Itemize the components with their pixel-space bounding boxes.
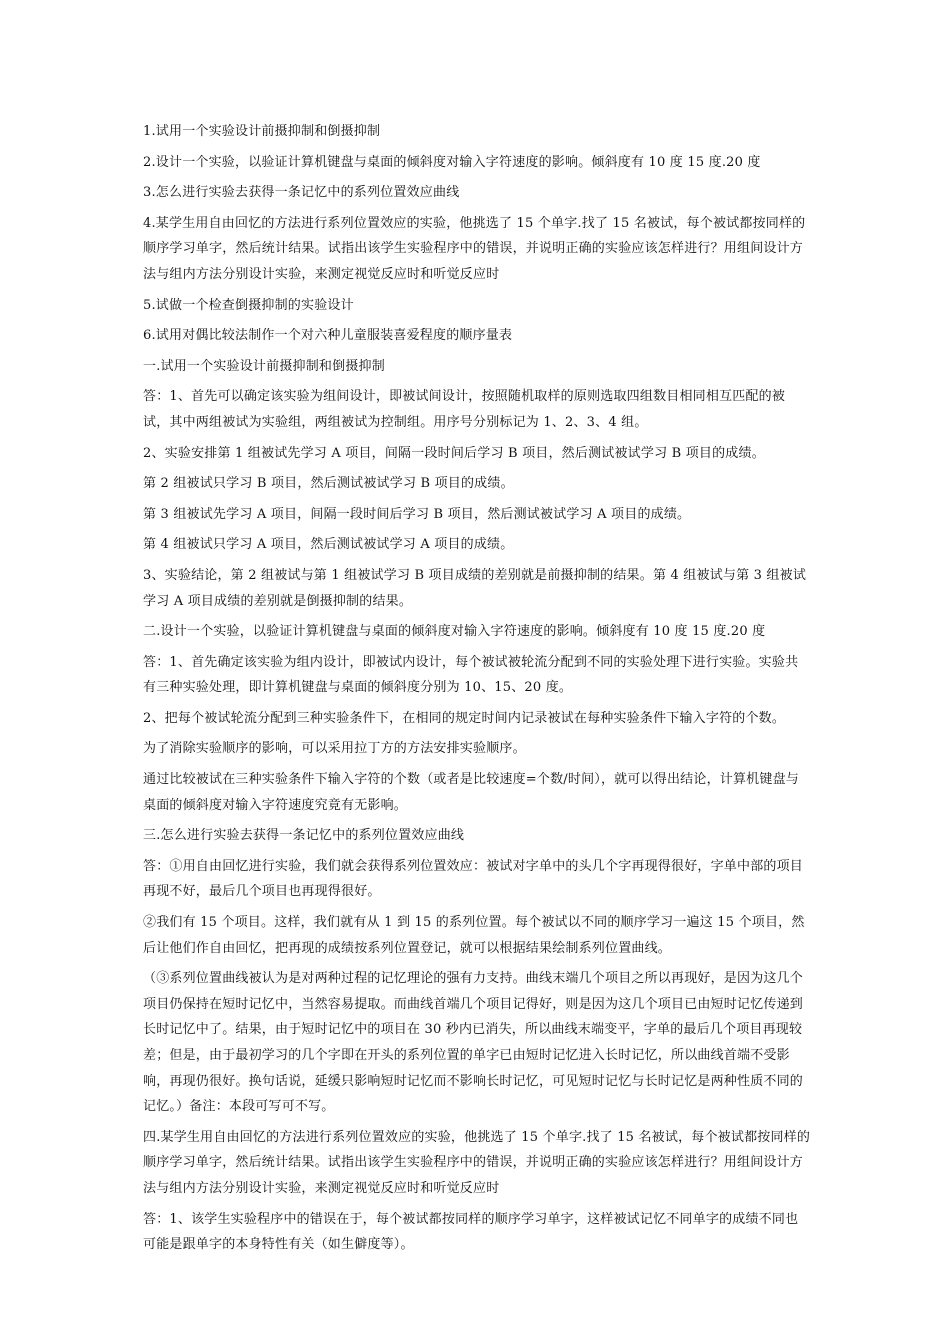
answer-paragraph: 第 4 组被试只学习 A 项目，然后测试被试学习 A 项目的成绩。 [143,537,514,553]
answer-paragraph: 第 3 组被试先学习 A 项目，间隔一段时间后学习 B 项目，然后测试被试学习 A 项目的成绩。 [143,506,691,522]
answer-heading-4: 四.某学生用自由回忆的方法进行系列位置效应的实验，他挑选了 15 个单字.找了 15 名被试，每个被试都按同样的顺序学习单字，然后统计结果。试指出该学生实验程序中的错误，并说明正确的实验应该怎样进行？用组间设计方法与组内方法分别设计实验，来测定视觉反应时和听觉反应时 [143,1129,811,1196]
answer-heading-3: 三.怎么进行实验去获得一条记忆中的系列位置效应曲线 [143,828,465,844]
answer-paragraph: 答：1、首先可以确定该实验为组间设计，即被试间设计，按照随机取样的原则选取四组数目相同相互匹配的被试，其中两组被试为实验组，两组被试为控制组。用序号分别标记为 1、2、3、4 组。 [143,389,786,430]
answer-paragraph: 2、实验安排第 1 组被试先学习 A 项目，间隔一段时间后学习 B 项目，然后测试被试学习 B 项目的成绩。 [143,445,765,461]
question-5: 5.试做一个检查倒摄抑制的实验设计 [143,297,354,313]
question-3: 3.怎么进行实验去获得一条记忆中的系列位置效应曲线 [143,185,460,201]
answer-heading-2: 二.设计一个实验，以验证计算机键盘与桌面的倾斜度对输入字符速度的影响。倾斜度有 10 度 15 度.20 度 [143,624,766,640]
answer-paragraph: 2、把每个被试轮流分配到三种实验条件下，在相同的规定时间内记录被试在每种实验条件下输入字符的个数。 [143,710,786,726]
question-6: 6.试用对偶比较法制作一个对六种儿童服装喜爱程度的顺序量表 [143,328,513,344]
question-2: 2.设计一个实验，以验证计算机键盘与桌面的倾斜度对输入字符速度的影响。倾斜度有 10 度 15 度.20 度 [143,154,761,170]
answer-paragraph: 通过比较被试在三种实验条件下输入字符的个数（或者是比较速度=个数/时间），就可以得出结论，计算机键盘与桌面的倾斜度对输入字符速度究竟有无影响。 [143,772,799,813]
answer-paragraph: 第 2 组被试只学习 B 项目，然后测试被试学习 B 项目的成绩。 [143,476,514,492]
question-1: 1.试用一个实验设计前摄抑制和倒摄抑制 [143,124,381,139]
answer-paragraph: 答：1、该学生实验程序中的错误在于，每个被试都按同样的顺序学习单字，这样被试记忆不同单字的成绩不同也可能是跟单字的本身特性有关（如生僻度等）。 [143,1211,799,1253]
answer-paragraph: （③系列位置曲线被认为是对两种过程的记忆理论的强有力支持。曲线末端几个项目之所以再现好，是因为这几个项目仍保持在短时记忆中，当然容易提取。而曲线首端几个项目记得好，则是因为这几个项目已由短时记忆传递到长时记忆中了。结果，由于短时记忆中的项目在 30 秒内已消失，所以曲线末端变平，字单的最后几个项目再现较差；但是，由于最初学习的几个字即在开头的系列位置的单字已由短时记忆进入长时记忆，所以曲线首端不受影响，再现仍很好。换句话说，延缓只影响短时记忆而不影响长时记忆，可见短时记忆与长时记忆是两种性质不同的记忆。）备注：本段可写可不写。 [143,971,804,1115]
answer-paragraph: 3、实验结论，第 2 组被试与第 1 组被试学习 B 项目成绩的差别就是前摄抑制的结果。第 4 组被试与第 3 组被试学习 A 项目成绩的差别就是倒摄抑制的结果。 [143,567,807,609]
document-body [143,119,811,1263]
answer-paragraph: 为了消除实验顺序的影响，可以采用拉丁方的方法安排实验顺序。 [143,741,526,757]
question-4: 4.某学生用自由回忆的方法进行系列位置效应的实验，他挑选了 15 个单字.找了 15 名被试，每个被试都按同样的顺序学习单字，然后统计结果。试指出该学生实验程序中的错误，并说明正确的实验应该怎样进行？用组间设计方法与组内方法分别设计实验，来测定视觉反应时和听觉反应时 [143,215,806,282]
answer-paragraph: 答：1、首先确定该实验为组内设计，即被试内设计，每个被试被轮流分配到不同的实验处理下进行实验。实验共有三种实验处理，即计算机键盘与桌面的倾斜度分别为 10、15、20 度。 [143,654,799,696]
answer-heading-1: 一.试用一个实验设计前摄抑制和倒摄抑制 [143,358,385,374]
answer-paragraph: ②我们有 15 个项目。这样，我们就有从 1 到 15 的系列位置。每个被试以不同的顺序学习一遍这 15 个项目，然后让他们作自由回忆，把再现的成绩按系列位置登记，就可以根据结果绘制系列位置曲线。 [143,915,805,956]
answer-paragraph: 答：①用自由回忆进行实验，我们就会获得系列位置效应：被试对字单中的头几个字再现得很好，字单中部的项目再现不好，最后几个项目也再现得很好。 [143,858,804,900]
